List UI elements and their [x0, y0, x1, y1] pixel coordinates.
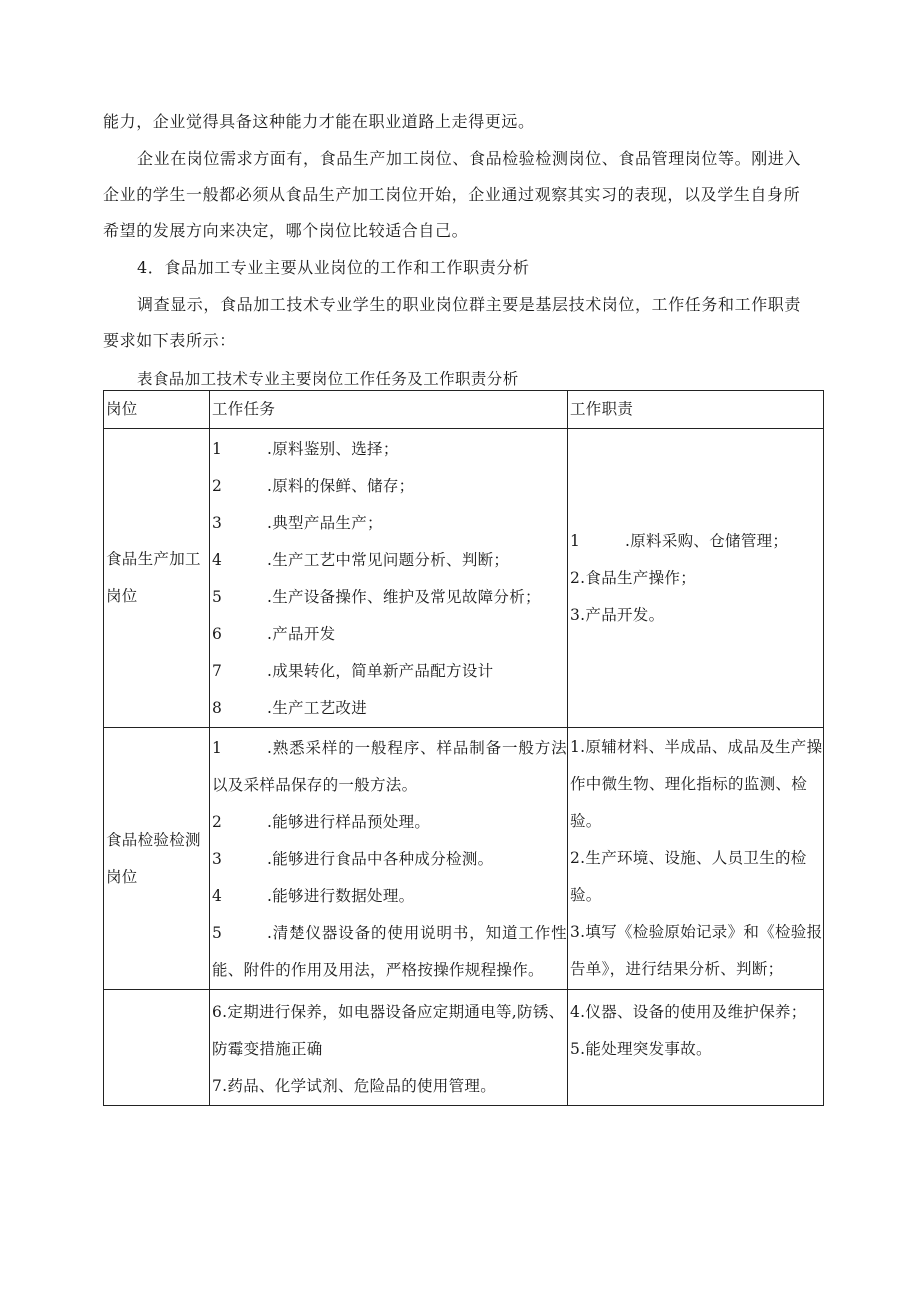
duty-cell [568, 429, 824, 728]
duty-item: 5.能处理突发事故。 [570, 1040, 712, 1058]
paragraph-line: 4．食品加工专业主要从业岗位的工作和工作职责分析 [137, 258, 530, 277]
task-item: 3 .典型产品生产； [212, 514, 383, 532]
post-cell [104, 990, 210, 1106]
task-item: 7.药品、化学试剂、危险品的使用管理。 [212, 1077, 496, 1095]
duty-table [103, 390, 824, 1106]
duty-item: 4.仪器、设备的使用及维护保养； [570, 1003, 807, 1021]
header-cell: 工作职责 [568, 391, 824, 429]
paragraph-line: 要求如下表所示： [103, 331, 236, 350]
paragraph-2 [103, 141, 823, 249]
task-item: 1 .熟悉采样的一般程序、样品制备一般方法以及采样品保存的一般方法。 [212, 739, 567, 794]
task-cell [210, 990, 568, 1106]
duty-item: 3.产品开发。 [570, 605, 665, 624]
paragraph-line: 希望的发展方向来决定，哪个岗位比较适合自己。 [103, 221, 469, 240]
task-item: 5 .生产设备操作、维护及常见故障分析； [212, 588, 541, 606]
duty-item: 2.食品生产操作； [570, 568, 696, 587]
paragraph-line: 企业在岗位需求方面有，食品生产加工岗位、食品检验检测岗位、食品管理岗位等。刚进入 [137, 149, 802, 168]
post-cell: 食品检验检测岗位 [104, 728, 210, 990]
task-item: 4 .生产工艺中常见问题分析、判断； [212, 551, 510, 569]
task-item: 7 .成果转化，简单新产品配方设计 [212, 662, 494, 680]
task-item: 6.定期进行保养，如电器设备应定期通电等,防锈、防霉变措施正确 [212, 1003, 565, 1058]
paragraph-3 [103, 287, 823, 359]
paragraph-1 [103, 104, 823, 140]
table-header-row [104, 391, 824, 429]
task-item: 2 .原料的保鲜、储存； [212, 477, 415, 495]
duty-item: 1.原辅材料、半成品、成品及生产操作中微生物、理化指标的监测、检验。 [570, 738, 823, 830]
table-row [104, 990, 824, 1106]
paragraph-line: 调查显示，食品加工技术专业学生的职业岗位群主要是基层技术岗位，工作任务和工作职责 [137, 295, 802, 314]
task-item: 2 .能够进行样品预处理。 [212, 813, 431, 831]
task-item: 4 .能够进行数据处理。 [212, 887, 415, 905]
task-item: 6 .产品开发 [212, 625, 336, 643]
task-item: 5 .清楚仪器设备的使用说明书，知道工作性能、附件的作用及用法，严格按操作规程操作。 [212, 924, 567, 979]
table-caption: 表食品加工技术专业主要岗位工作任务及工作职责分析 [137, 370, 519, 388]
duty-cell [568, 990, 824, 1106]
duty-item: 1 .原料采购、仓储管理； [570, 531, 789, 550]
table-row [104, 728, 824, 990]
task-item: 3 .能够进行食品中各种成分检测。 [212, 850, 494, 868]
task-cell [210, 728, 568, 990]
paragraph-line: 企业的学生一般都必须从食品生产加工岗位开始，企业通过观察其实习的表现，以及学生自身所 [103, 185, 801, 204]
task-item: 8 .生产工艺改进 [212, 699, 368, 717]
duty-cell [568, 728, 824, 990]
task-item: 1 .原料鉴别、选择； [212, 440, 399, 458]
duty-item: 3.填写《检验原始记录》和《检验报告单》，进行结果分析、判断； [570, 923, 823, 978]
duty-item: 2.生产环境、设施、人员卫生的检验。 [570, 849, 807, 904]
paragraph-line: 能力，企业觉得具备这种能力才能在职业道路上走得更远。 [103, 112, 535, 131]
section-heading [103, 250, 823, 286]
task-cell [210, 429, 568, 728]
header-cell: 工作任务 [210, 391, 568, 429]
table-row [104, 429, 824, 728]
post-cell: 食品生产加工岗位 [104, 429, 210, 728]
header-cell: 岗位 [104, 391, 210, 429]
